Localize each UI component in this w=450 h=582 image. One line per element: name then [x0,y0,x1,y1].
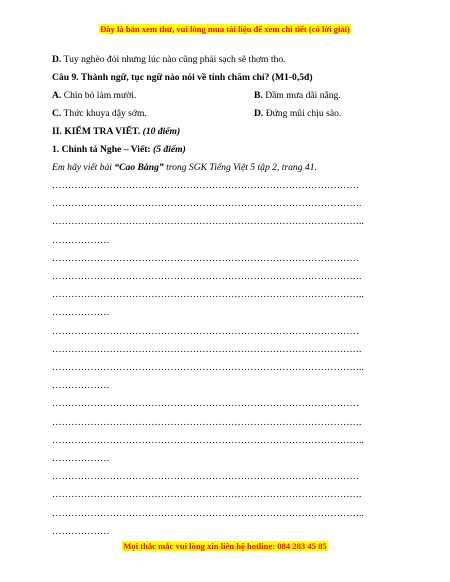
top-banner-text: Đây là bản xem thử, vui lòng mua tài liệu để xem chi tiết (có lời giải) [100,24,350,34]
option-c-text: Thức khuya dậy sớm. [61,108,147,119]
writing-line: ……………………………………………………………………………………. [52,416,362,428]
option-a-text: Chín bỏ làm mười. [61,90,137,101]
bottom-banner [0,541,450,551]
writing-line: …………………………………………………………………………………….. [52,216,364,228]
writing-line: …………………………………………………………………………………… [52,398,359,410]
writing-line: ……………………………………………………………………………………. [52,343,362,355]
writing-line: …………………………………………………………………………………… [52,325,359,337]
question-9 [52,72,313,84]
instruction-pre: Em hãy viết bài [52,162,115,173]
part-1-label: 1. Chính tả Nghe – Viết: [52,144,151,155]
question-9-options-row-1 [52,90,402,102]
instruction-post: trong SGK Tiếng Việt 5 tập 2, trang 41. [163,162,317,173]
section-2-label: II. KIỂM TRA VIẾT. [52,126,141,137]
writing-line: ……………… [52,234,110,246]
writing-line: …………………………………………………………………………………….. [52,362,364,373]
writing-line: ……………………………………………………………………………………. [52,489,362,501]
instruction-title: “Cao Bằng” [114,162,164,173]
option-b [254,90,341,102]
writing-line: ……………… [52,307,110,319]
question-text: Thành ngữ, tục ngữ nào nói về tính chăm chỉ? (M1-0,5đ) [78,72,313,83]
option-letter: D. [52,54,62,65]
option-a [52,90,136,101]
instruction [52,162,317,174]
part-1-points: (5 điểm) [150,144,186,155]
option-d-text: Đứng mũi chịu sào. [263,108,342,119]
prev-option-d [52,54,286,66]
section-2-heading [52,126,180,138]
option-text: Tuy nghèo đói nhưng lúc nào cũng phải sạch sẽ thơm tho. [61,54,286,65]
section-2-points: (10 điểm) [140,126,181,137]
writing-line: …………………………………………………………………………………… [52,471,359,483]
writing-line: …………………………………………………………………………………….. [52,434,364,446]
writing-line: ……………… [52,453,110,464]
question-label: Câu 9. [52,72,79,83]
option-a-letter: A. [52,90,62,101]
option-c-letter: C. [52,108,62,119]
writing-line: ……………………………………………………………………………………. [52,271,362,282]
option-c [52,108,147,119]
writing-line: ……………… [52,525,110,537]
writing-line: ……………… [52,380,110,392]
option-d [254,108,341,120]
bottom-banner-text: Mọi thắc mắc vui lòng xin liên hệ hotline: 084 283 45 85 [123,541,327,551]
writing-line: …………………………………………………………………………………….. [52,289,364,301]
writing-line: …………………………………………………………………………………… [52,180,359,191]
option-d-letter: D. [254,108,264,119]
writing-line: …………………………………………………………………………………….. [52,507,364,519]
writing-line: ……………………………………………………………………………………. [52,198,362,210]
writing-line: …………………………………………………………………………………… [52,252,359,264]
option-b-letter: B. [254,90,263,101]
question-9-options-row-2 [52,108,402,120]
top-banner [0,24,450,34]
option-b-text: Dầm mưa dãi nắng. [262,90,341,101]
part-1-heading [52,144,186,156]
